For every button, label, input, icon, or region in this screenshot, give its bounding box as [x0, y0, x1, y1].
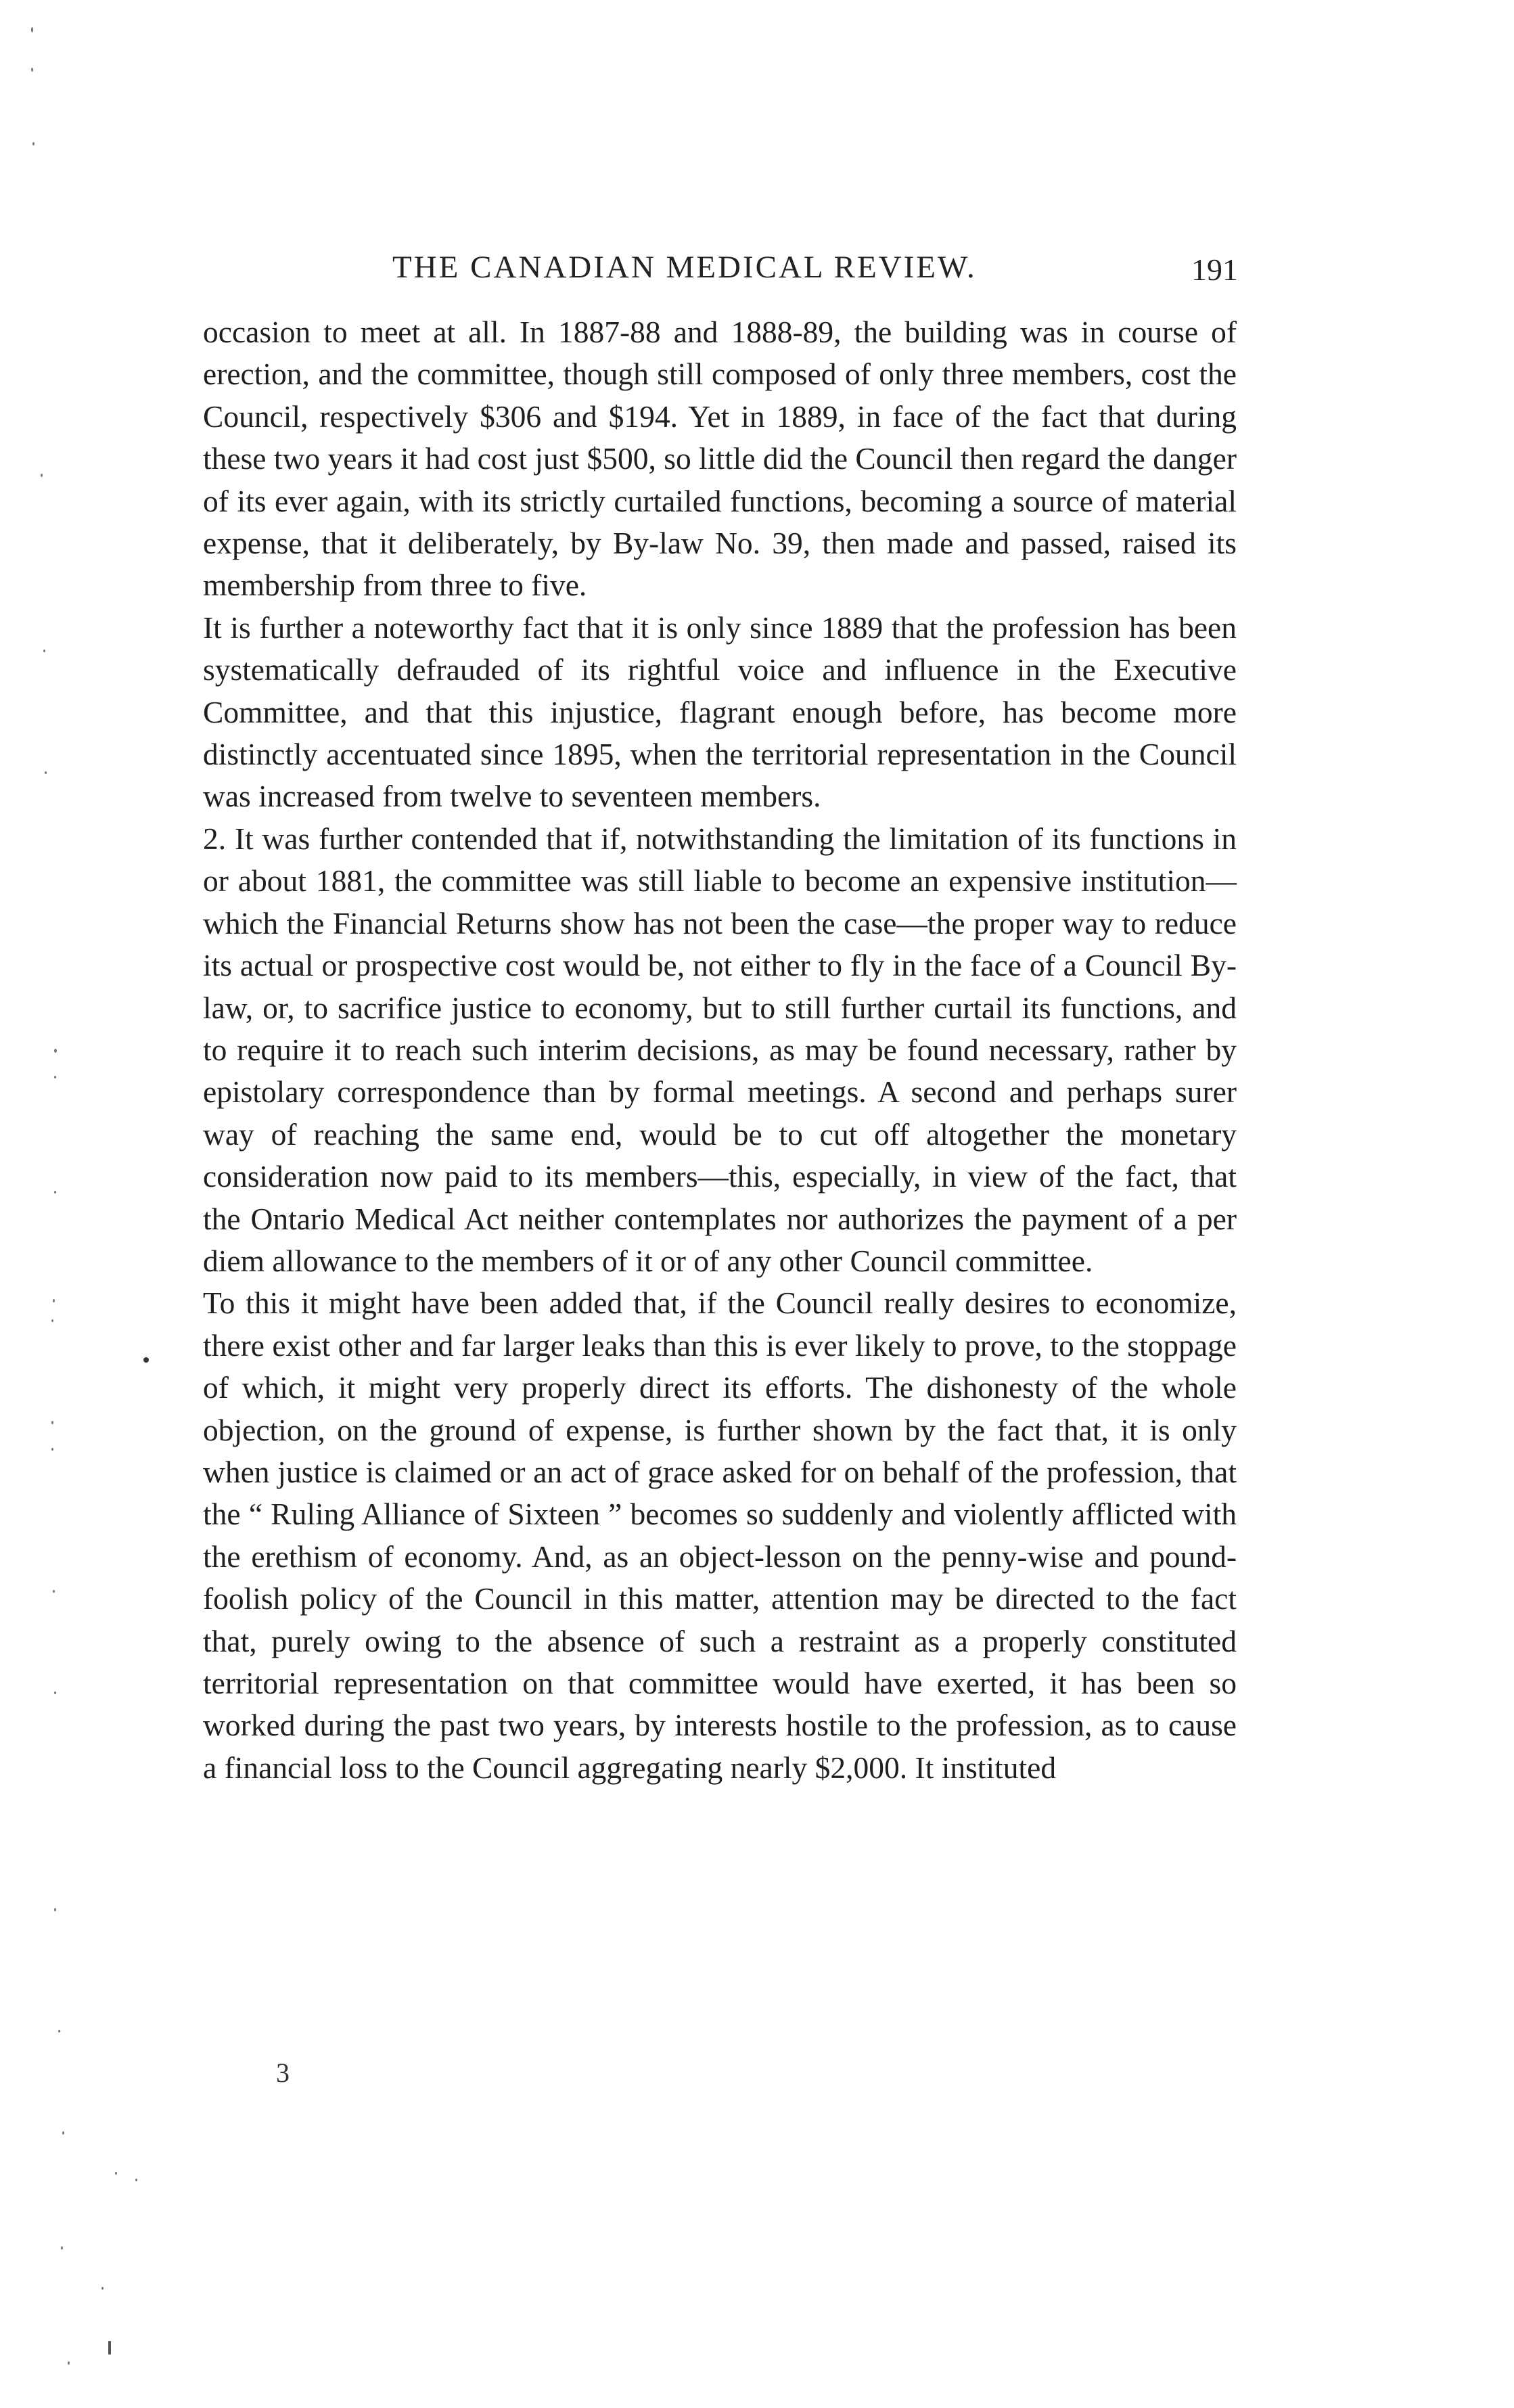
paragraph-4: To this it might have been added that, if the Council really desires to economize, there exist other and far larger leaks than this is ever likely to prove, to the stoppage of which, it might very properly direct its efforts. The dishonesty of the whole objection, on the ground of expense, is further shown by the fact that, it is only when justice is claimed or an act of grace asked for on behalf of the profession, that the “ Ruling Alliance of Sixteen ” becomes so suddenly and violently afflicted with the erethism of economy. And, as an object-lesson on the penny-wise and pound-foolish policy of the Council in this matter, attention may be directed to the fact that, purely owing to the absence of such a restraint as a properly constituted territorial representation on that committee would have exerted, it has been so worked during the past two years, by interests hostile to the profession, as to cause a financial loss to the Council aggregating nearly $2,000. It instituted — [203, 1286, 1237, 1785]
paragraph-1: occasion to meet at all. In 1887-88 and 1888-89, the building was in course of erection, and the committee, though still composed of only three members, cost the Council, respectively $306 and $194. Yet in 1889, in face of the fact that during these two years it had cost just $500, so little did the Council then regard the danger of its ever again, with its strictly curtailed functions, becoming a source of material expense, that it deliberately, by By-law No. 39, then made and passed, raised its membership from three to five. — [203, 315, 1237, 603]
article-body — [203, 311, 1237, 1789]
paragraph-3: 2. It was further contended that if, notwithstanding the limitation of its functions in or about 1881, the committee was still liable to become an expensive institution—which the Financial Returns show has not been the case—the proper way to reduce its actual or prospective cost would be, not either to fly in the face of a Council By-law, or, to sacrifice justice to economy, but to still further curtail its functions, and to require it to reach such interim decisions, as may be found necessary, rather by epistolary correspondence than by formal meetings. A second and perhaps surer way of reaching the same end, would be to cut off altogether the monetary consideration now paid to its members—this, especially, in view of the fact, that the Ontario Medical Act neither contemplates nor authorizes the payment of a per diem allowance to the members of it or of any other Council committee. — [203, 821, 1237, 1278]
journal-title: THE CANADIAN MEDICAL REVIEW. — [392, 250, 977, 285]
margin-scan-artifacts — [0, 0, 203, 2408]
paragraph-2: It is further a noteworthy fact that it is only since 1889 that the profession has been systematically defrauded of its rightful voice and influence in the Executive Committee, and that this injustice, flagrant enough before, has become more distinctly accentuated since 1895, when the territorial representation in the Council was increased from twelve to seventeen members. — [203, 610, 1237, 814]
page-number: 191 — [1191, 252, 1238, 287]
running-head — [203, 249, 1238, 290]
signature-mark: 3 — [276, 2058, 290, 2088]
